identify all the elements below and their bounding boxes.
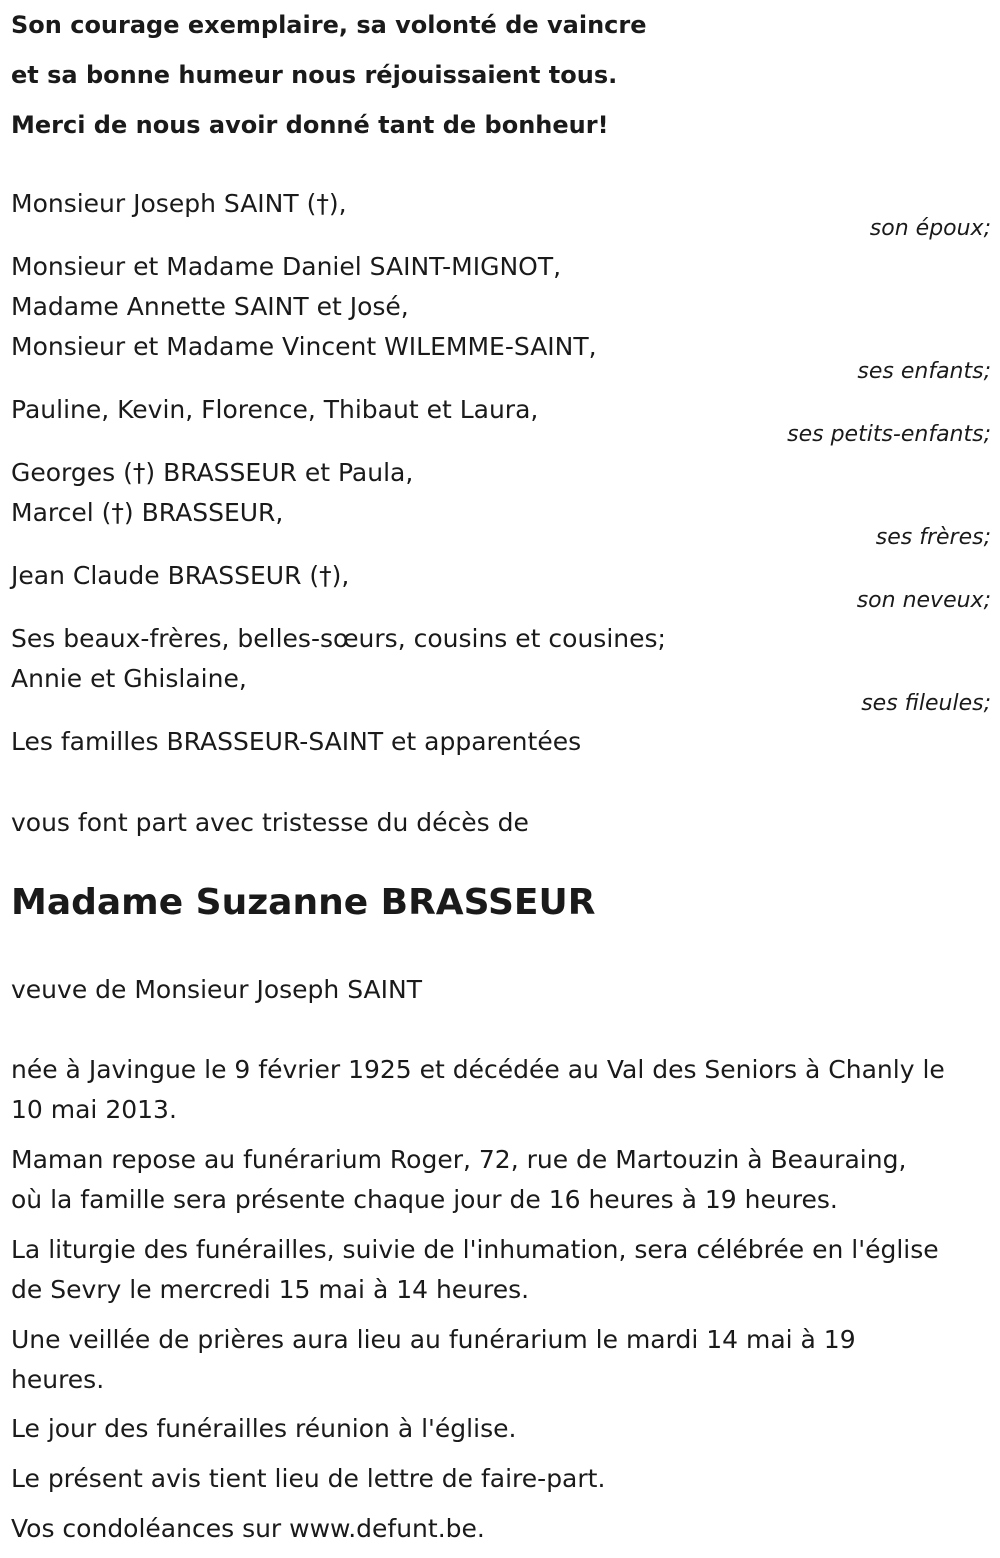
vigil-line-1: Une veillée de prières aura lieu au funérarium le mardi 14 mai à 19	[11, 1325, 856, 1354]
grandchildren-names: Pauline, Kevin, Florence, Thibaut et Laura,	[11, 395, 539, 424]
child-name-2: Madame Annette SAINT et José,	[11, 292, 409, 321]
families-line: Les familles BRASSEUR-SAINT et apparentées	[11, 727, 582, 756]
brother-name-2: Marcel (†) BRASSEUR,	[11, 498, 284, 527]
birth-death-line-1: née à Javingue le 9 février 1925 et décédée au Val des Seniors à Chanly le	[11, 1055, 945, 1084]
funerarium-line-2: où la famille sera présente chaque jour de 16 heures à 19 heures.	[11, 1185, 838, 1214]
child-name-1: Monsieur et Madame Daniel SAINT-MIGNOT,	[11, 252, 562, 281]
birth-death-line-2: 10 mai 2013.	[11, 1095, 177, 1124]
intro-line-2: et sa bonne humeur nous réjouissaient tous.	[11, 61, 618, 89]
vigil-line-2: heures.	[11, 1365, 105, 1394]
condolences-line: Vos condoléances sur www.defunt.be.	[11, 1514, 485, 1543]
goddaughters-names: Annie et Ghislaine,	[11, 664, 247, 693]
widow-of-line: veuve de Monsieur Joseph SAINT	[11, 975, 422, 1004]
children-relation: ses enfants;	[857, 359, 991, 384]
deceased-name: Madame Suzanne BRASSEUR	[11, 882, 596, 923]
liturgy-line-1: La liturgie des funérailles, suivie de l'inhumation, sera célébrée en l'église	[11, 1235, 939, 1264]
in-laws-line: Ses beaux-frères, belles-sœurs, cousins et cousines;	[11, 624, 666, 653]
meeting-line: Le jour des funérailles réunion à l'église.	[11, 1414, 517, 1443]
child-name-3: Monsieur et Madame Vincent WILEMME-SAINT,	[11, 332, 597, 361]
nephew-name: Jean Claude BRASSEUR (†),	[11, 561, 350, 590]
intro-line-1: Son courage exemplaire, sa volonté de vaincre	[11, 11, 647, 39]
funerarium-line-1: Maman repose au funérarium Roger, 72, rue de Martouzin à Beauraing,	[11, 1145, 907, 1174]
liturgy-line-2: de Sevry le mercredi 15 mai à 14 heures.	[11, 1275, 530, 1304]
obituary-notice	[11, 0, 991, 1558]
spouse-relation: son époux;	[869, 216, 991, 241]
brothers-relation: ses frères;	[875, 525, 991, 550]
announcement-line: vous font part avec tristesse du décès de	[11, 808, 529, 837]
goddaughters-relation: ses fileules;	[861, 691, 991, 716]
spouse-name: Monsieur Joseph SAINT (†),	[11, 189, 347, 218]
grandchildren-relation: ses petits-enfants;	[787, 422, 991, 447]
notice-line: Le présent avis tient lieu de lettre de faire-part.	[11, 1464, 606, 1493]
brother-name-1: Georges (†) BRASSEUR et Paula,	[11, 458, 414, 487]
nephew-relation: son neveux;	[856, 588, 991, 613]
intro-line-3: Merci de nous avoir donné tant de bonheur!	[11, 111, 609, 139]
